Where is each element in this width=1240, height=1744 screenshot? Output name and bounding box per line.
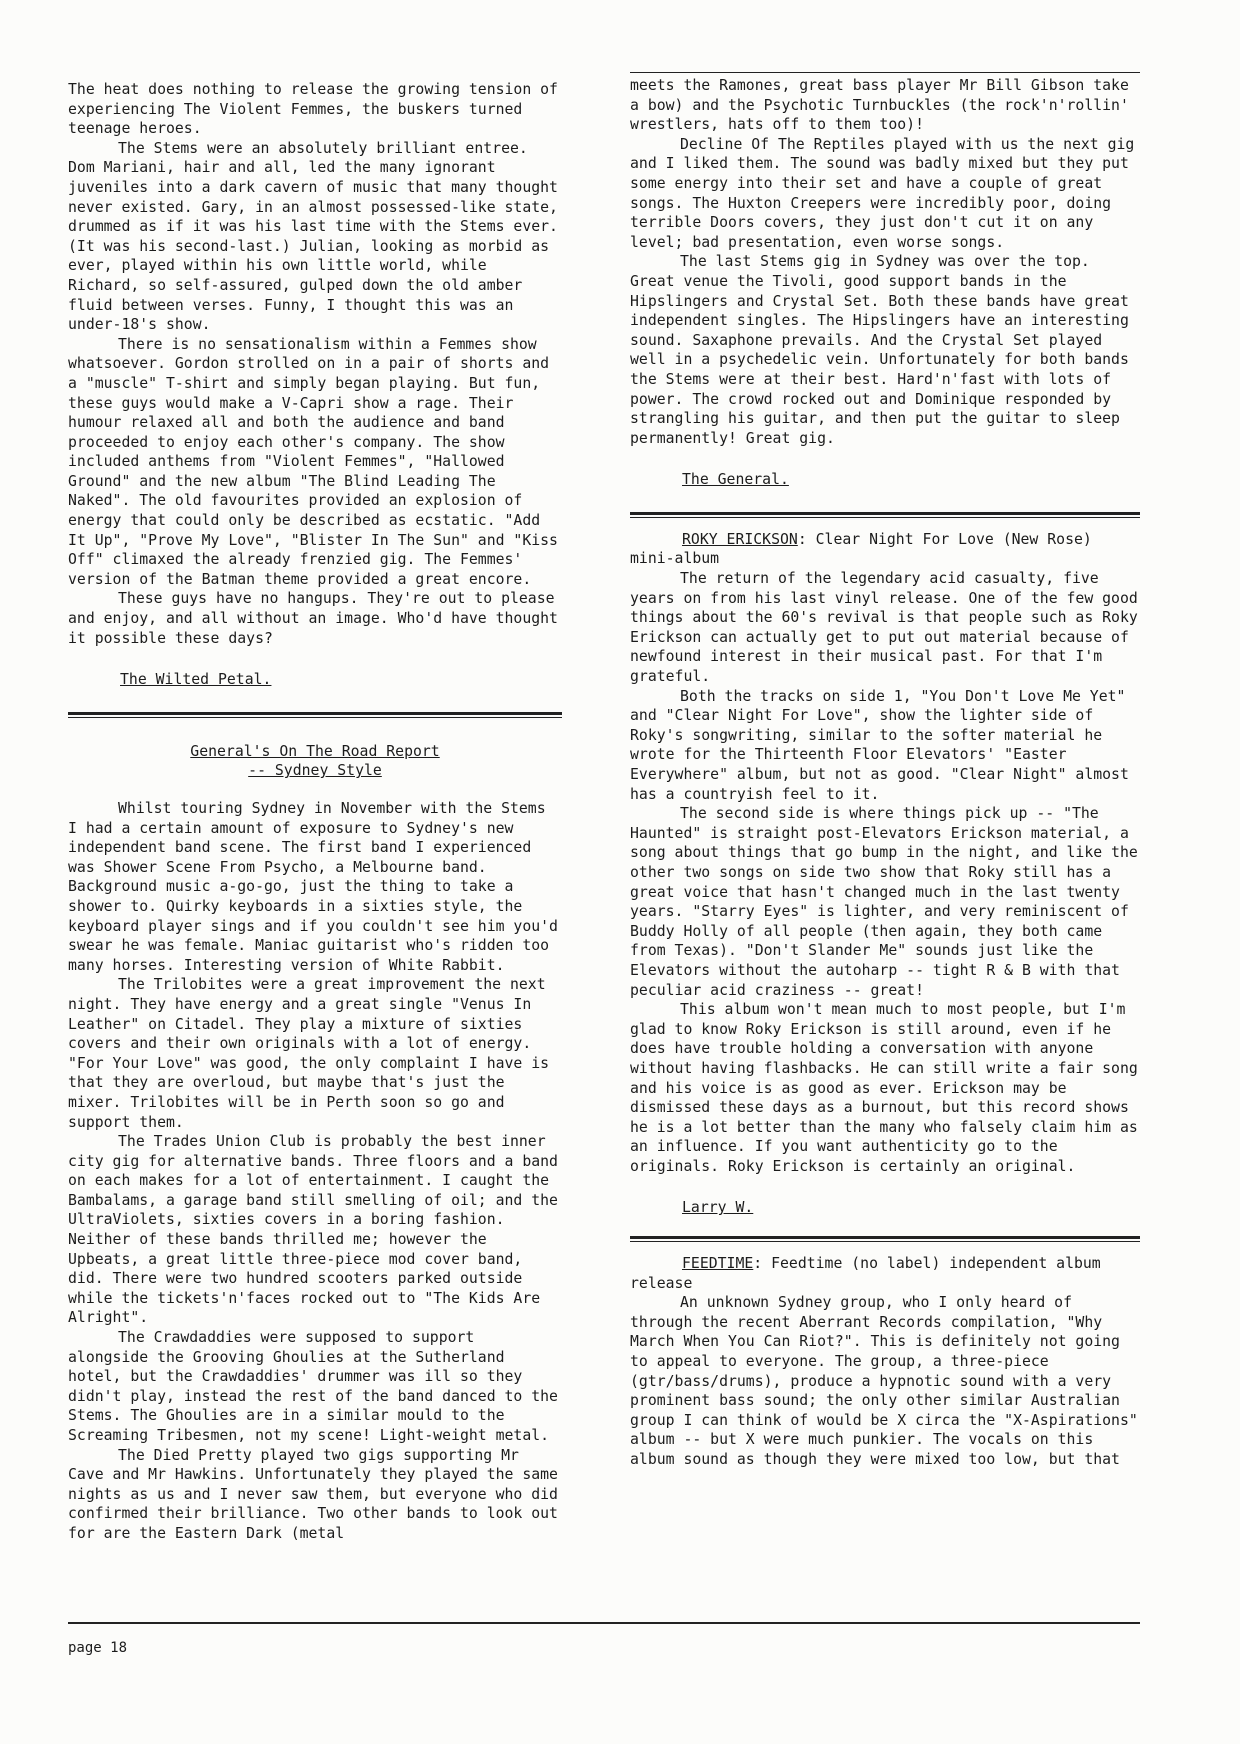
artist-name: FEEDTIME bbox=[682, 1255, 754, 1273]
report-subtitle: -- Sydney Style bbox=[248, 762, 382, 780]
roky-review bbox=[630, 530, 1140, 1218]
left-column bbox=[68, 80, 562, 1544]
paragraph: Both the tracks on side 1, "You Don't Love Me Yet" and "Clear Night For Love", show the lighter side of Roky's songwriting, similar to the softer material he wrote for the Thirteenth Floor Elevators' "Easter Everywhere" album, but not as good. "Clear Night" almost has a countryish feel to it. bbox=[630, 687, 1129, 803]
paragraph: The Died Pretty played two gigs supporting Mr Cave and Mr Hawkins. Unfortunately they played the same nights as us and I never saw them, but everyone who did confirmed their brilliance. Two other bands to look out for are the Eastern Dark (metal bbox=[68, 1446, 558, 1542]
release-info: : Clear Night For Love (New Rose) mini-album bbox=[630, 530, 1092, 568]
section-divider bbox=[630, 512, 1140, 518]
report-continued bbox=[630, 76, 1140, 490]
artist-name: ROKY ERICKSON bbox=[682, 530, 798, 548]
paragraph: The Crawdaddies were supposed to support alongside the Grooving Ghoulies at the Sutherland hotel, but the Crawdaddies' drummer was ill so they didn't play, instead the rest of the band danced to the Stems. The Ghoulies are in a similar mould to the Screaming Tribesmen, not my scene! Light-weight metal. bbox=[68, 1329, 558, 1444]
paragraph: The last Stems gig in Sydney was over the top. Great venue the Tivoli, good support bands in the Hipslingers and Crystal Set. Both these bands have great independent singles. The Hipslingers have an interesting sound. Saxaphone prevails. And the Crystal Set played well in a psychedelic vein. Unfortunately for both bands the Stems were at their best. Hard'n'fast with lots of power. The crowd rocked out and Dominique responded by strangling his guitar, and then put the guitar to sleep permanently! Great gig. bbox=[630, 253, 1129, 447]
release-info: : Feedtime (no label) independent album release bbox=[630, 1255, 1101, 1292]
paragraph: Whilst touring Sydney in November with the Stems I had a certain amount of exposure to Sydney's new independent band scene. The first band I experienced was Shower Scene From Psycho, a Melbourne band. Background music a-go-go, just the thing to take a shower to. Quirky keyboards in a sixties style, the keyboard player sings and if you couldn't see him you'd swear he was female. Maniac guitarist who's ridden too many horses. Interesting version of White Rabbit. bbox=[68, 800, 558, 974]
author-signature: The General. bbox=[682, 471, 789, 489]
author-signature: The Wilted Petal. bbox=[120, 671, 272, 689]
paragraph: The return of the legendary acid casualty, five years on from his last vinyl release. One of the few good things about the 60's revival is that people such as Roky Erickson can actually get to put out material because of newfound interest in their musical past. For that I'm grateful. bbox=[630, 570, 1138, 686]
paragraph: The Trades Union Club is probably the best inner city gig for alternative bands. Three floors and a band on each makes for a lot of entertainment. I caught the Bambalams, a garage band still smelling of oil; and the UltraViolets, sixties covers in a boring fashion. Neither of these bands thrilled me; however the Upbeats, a great little three-piece mod cover band, did. There were two hundred scooters parked outside while the tickets'n'faces rocked out to "The Kids Are Alright". bbox=[68, 1133, 558, 1327]
paragraph: There is no sensationalism within a Femmes show whatsoever. Gordon strolled on in a pair of shorts and a "muscle" T-shirt and simply began playing. But fun, these guys would make a V-Capri show a rage. Their humour relaxed all and both the audience and band proceeded to enjoy each other's company. The show included anthems from "Violent Femmes", "Hallowed Ground" and the new album "The Blind Leading The Naked". The old favourites provided an explosion of energy that could only be described as ecstatic. "Add It Up", "Prove My Love", "Blister In The Sun" and "Kiss Off" climaxed the already frenzied gig. The Femmes' version of the Batman theme provided a great encore. bbox=[68, 335, 558, 588]
report-body bbox=[68, 799, 562, 1544]
feedtime-review bbox=[630, 1254, 1140, 1470]
author-signature: Larry W. bbox=[682, 1199, 754, 1217]
review-heading bbox=[630, 530, 1140, 569]
report-header bbox=[68, 742, 562, 781]
footer-rule bbox=[68, 1622, 1140, 1624]
paragraph: An unknown Sydney group, who I only heard of through the recent Aberrant Records compilation, "Why March When You Can Riot?". This is definitely not going to appeal to everyone. The group, a three-piece (gtr/bass/drums), produce a hypnotic sound with a very prominent bass sound; the only other similar Australian group I can think of would be X circa the "X-Aspirations" album -- but X were much punkier. The vocals on this album sound as though they were mixed too low, but that bbox=[630, 1294, 1138, 1468]
right-column bbox=[630, 76, 1140, 1470]
paragraph: These guys have no hangups. They're out to please and enjoy, and all without an image. Who'd have thought it possible these days? bbox=[68, 590, 558, 647]
paragraph: The Stems were an absolutely brilliant entree. Dom Mariani, hair and all, led the many ignorant juveniles into a dark cavern of music that many thought never existed. Gary, in an almost possessed-like state, drummed as if it was his last time with the Stems ever. (It was his second-last.) Julian, looking as morbid as ever, played within his own little world, while Richard, so self-assured, gulped down the old amber fluid between verses. Funny, I thought this was an under-18's show. bbox=[68, 139, 558, 334]
review-heading bbox=[630, 1254, 1140, 1293]
femmes-review bbox=[68, 80, 562, 690]
paragraph: The heat does nothing to release the growing tension of experiencing The Violent Femmes, the buskers turned teenage heroes. bbox=[68, 81, 558, 138]
page-number: page 18 bbox=[68, 1640, 128, 1656]
report-title: General's On The Road Report bbox=[190, 742, 440, 760]
section-divider bbox=[68, 712, 562, 718]
paragraph: The second side is where things pick up -- "The Haunted" is straight post-Elevators Erickson material, a song about things that go bump in the night, and like the other two songs on side two show that Roky still has a great voice that hasn't changed much in the last twenty years. "Starry Eyes" is lighter, and very reminiscent of Buddy Holly of all people (then again, they both came from Texas). "Don't Slander Me" sounds just like the Elevators without the autoharp -- tight R & B with that peculiar acid craziness -- great! bbox=[630, 805, 1138, 999]
paragraph: The Trilobites were a great improvement the next night. They have energy and a great single "Venus In Leather" on Citadel. They play a mixture of sixties covers and their own originals with a lot of energy. "For Your Love" was good, the only complaint I have is that they are overloud, but maybe that's just the mixer. Trilobites will be in Perth soon so go and support them. bbox=[68, 976, 550, 1131]
top-rule bbox=[630, 72, 1140, 73]
paragraph: This album won't mean much to most people, but I'm glad to know Roky Erickson is still around, even if he does have trouble holding a conversation with anyone without having flashbacks. He can still write a fair song and his voice is as good as ever. Erickson may be dismissed these days as a burnout, but this record shows he is a lot better than the many who falsely claim him as an influence. If you want authenticity go to the originals. Roky Erickson is certainly an original. bbox=[630, 1001, 1138, 1175]
section-divider bbox=[630, 1236, 1140, 1242]
paragraph: meets the Ramones, great bass player Mr Bill Gibson take a bow) and the Psychotic Turnbuckles (the rock'n'rollin' wrestlers, hats off to them too)! bbox=[630, 77, 1129, 134]
paragraph: Decline Of The Reptiles played with us the next gig and I liked them. The sound was badly mixed but they put some energy into their set and have a couple of great songs. The Huxton Creepers were incredibly poor, doing terrible Doors covers, they just don't cut it on any level; bad presentation, even worse songs. bbox=[630, 135, 1135, 251]
